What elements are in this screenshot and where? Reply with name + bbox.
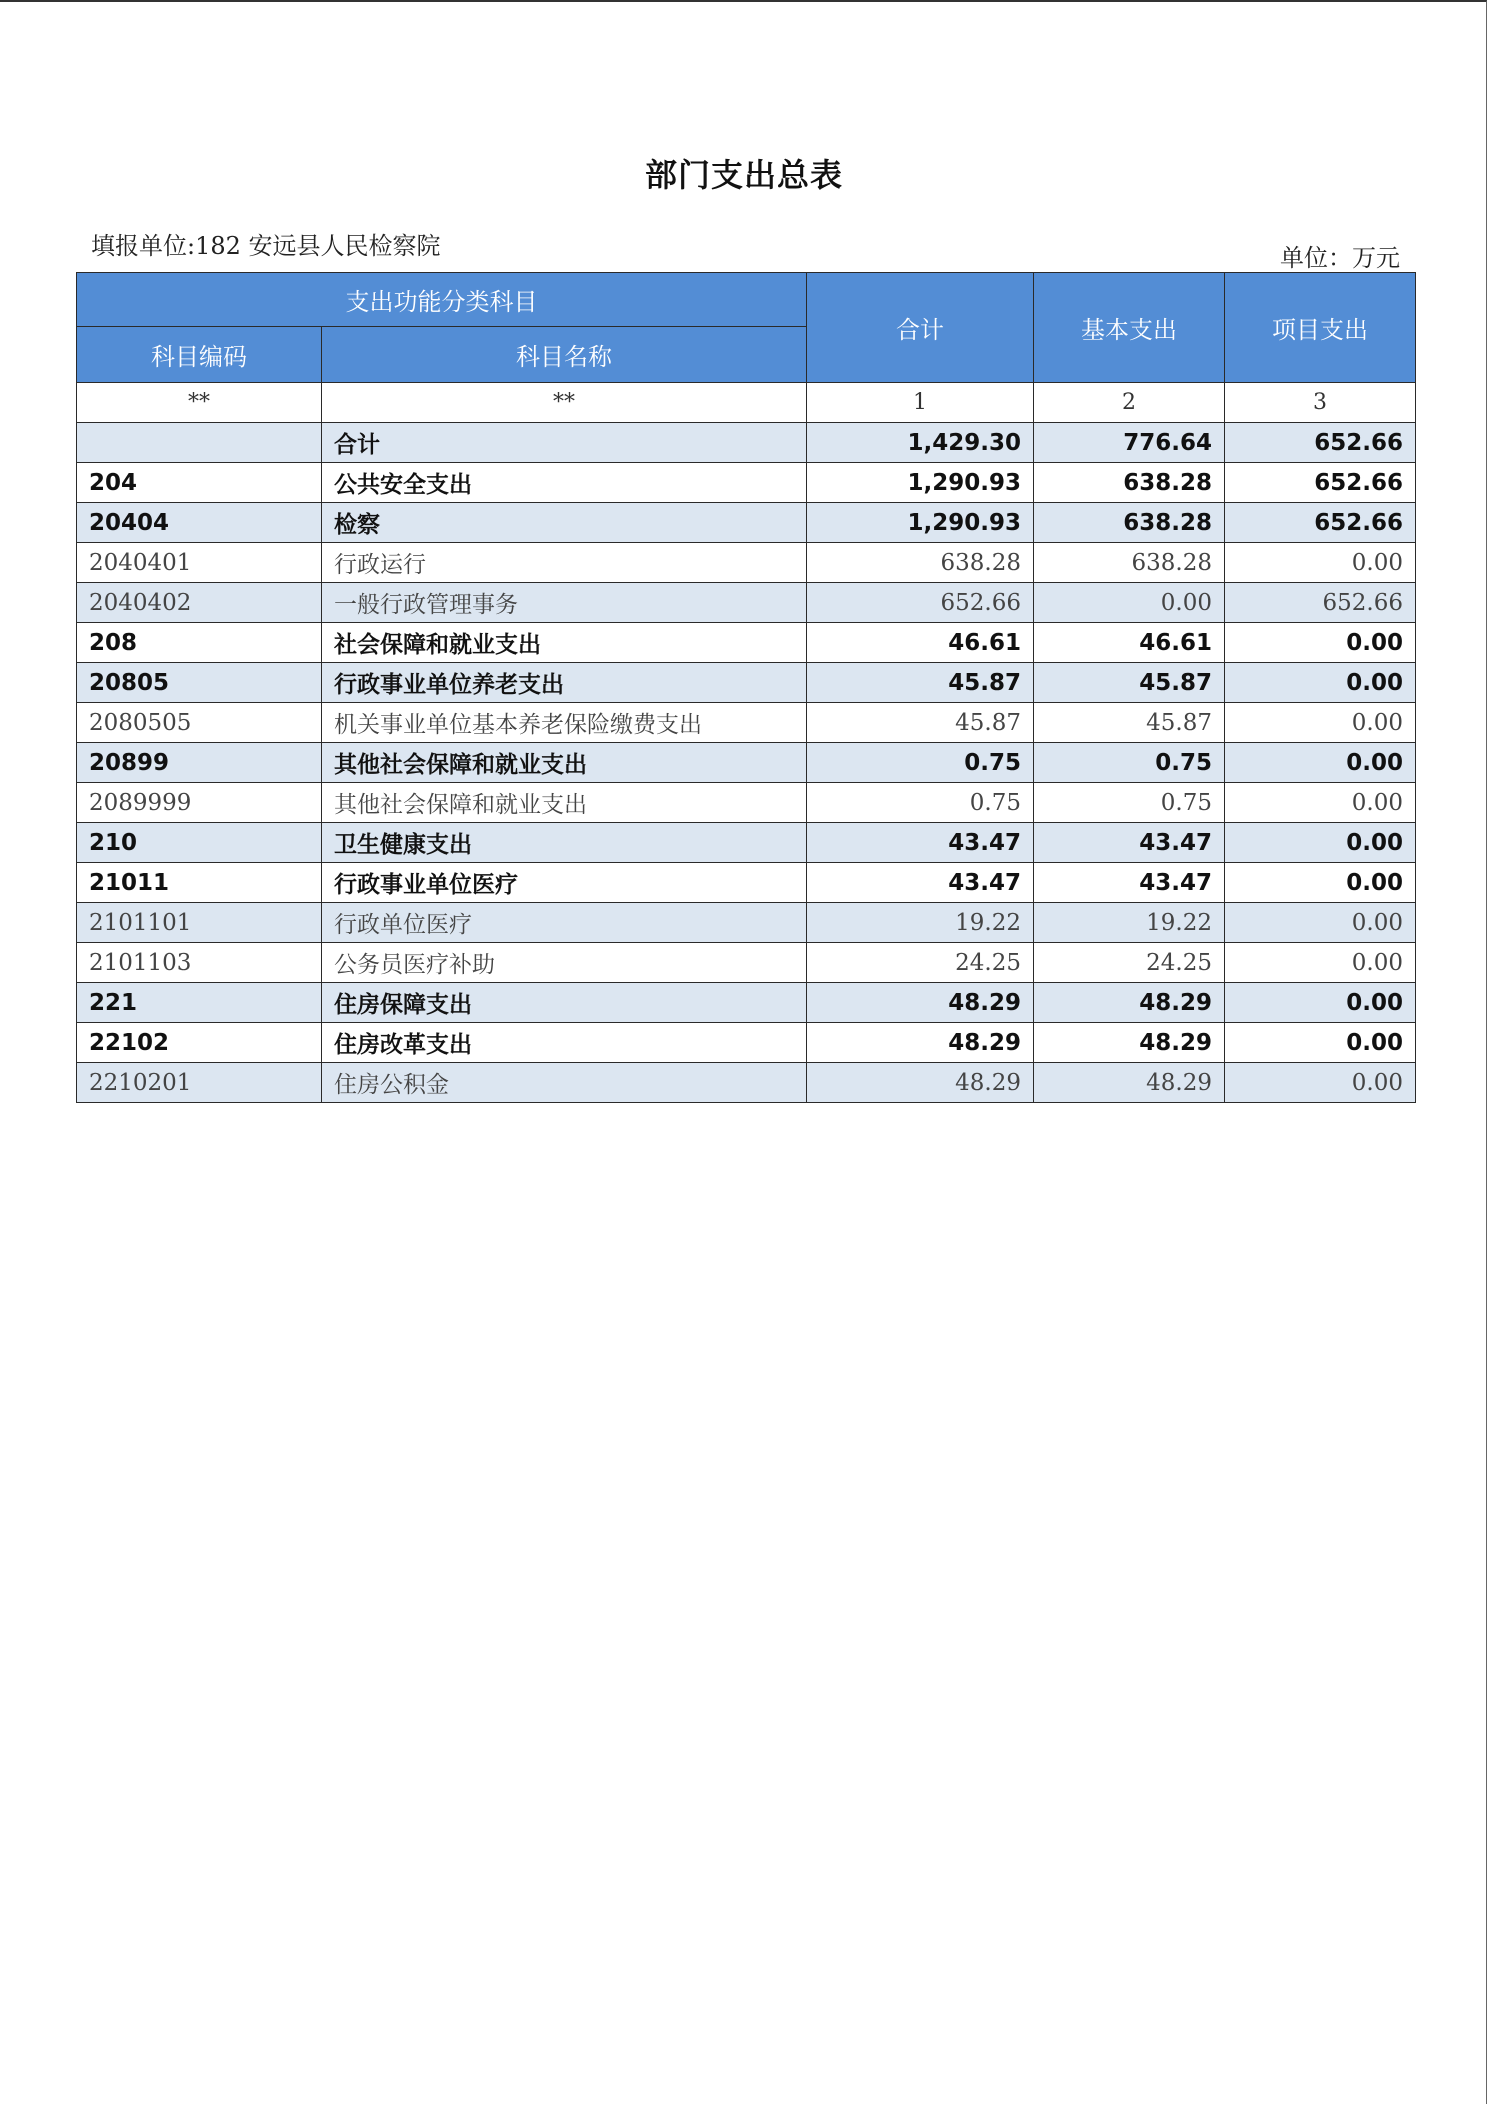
- cell-project-expenditure: 0.00: [1225, 823, 1416, 863]
- cell-total: 43.47: [807, 863, 1034, 903]
- cell-subject-code: 22102: [77, 1023, 322, 1063]
- cell-total: 45.87: [807, 703, 1034, 743]
- cell-total: 1,290.93: [807, 503, 1034, 543]
- cell-total: 43.47: [807, 823, 1034, 863]
- cell-project-expenditure: 652.66: [1225, 583, 1416, 623]
- cell-subject-name: 社会保障和就业支出: [322, 623, 807, 663]
- cell-basic-expenditure: 45.87: [1034, 663, 1225, 703]
- expenditure-table: [76, 272, 1416, 1103]
- cell-subject-code: 221: [77, 983, 322, 1023]
- cell-subject-code: 20805: [77, 663, 322, 703]
- cell-total: 48.29: [807, 1023, 1034, 1063]
- table-row: [77, 463, 1416, 503]
- cell-subject-code: 204: [77, 463, 322, 503]
- cell-total: 19.22: [807, 903, 1034, 943]
- cell-project-expenditure: 0.00: [1225, 943, 1416, 983]
- header-subject-code: 科目编码: [77, 327, 322, 383]
- cell-total: 0.75: [807, 783, 1034, 823]
- index-cell: 1: [807, 383, 1034, 423]
- cell-subject-code: 21011: [77, 863, 322, 903]
- index-cell: 2: [1034, 383, 1225, 423]
- table-row: [77, 703, 1416, 743]
- cell-project-expenditure: 0.00: [1225, 983, 1416, 1023]
- cell-project-expenditure: 652.66: [1225, 503, 1416, 543]
- cell-subject-code: 20404: [77, 503, 322, 543]
- cell-subject-code: [77, 423, 322, 463]
- table-row: [77, 743, 1416, 783]
- cell-project-expenditure: 0.00: [1225, 623, 1416, 663]
- currency-unit-label: 单位：万元: [1280, 244, 1400, 272]
- cell-subject-code: 2101103: [77, 943, 322, 983]
- cell-subject-name: 其他社会保障和就业支出: [322, 743, 807, 783]
- cell-subject-code: 2101101: [77, 903, 322, 943]
- cell-project-expenditure: 0.00: [1225, 743, 1416, 783]
- cell-project-expenditure: 0.00: [1225, 903, 1416, 943]
- cell-subject-code: 2210201: [77, 1063, 322, 1103]
- cell-project-expenditure: 0.00: [1225, 783, 1416, 823]
- cell-subject-name: 公务员医疗补助: [322, 943, 807, 983]
- cell-basic-expenditure: 45.87: [1034, 703, 1225, 743]
- table-row: [77, 903, 1416, 943]
- cell-subject-code: 2040402: [77, 583, 322, 623]
- cell-subject-name: 住房保障支出: [322, 983, 807, 1023]
- table-row: [77, 623, 1416, 663]
- cell-subject-name: 一般行政管理事务: [322, 583, 807, 623]
- cell-project-expenditure: 0.00: [1225, 1063, 1416, 1103]
- cell-subject-name: 其他社会保障和就业支出: [322, 783, 807, 823]
- table-row: [77, 783, 1416, 823]
- page-title: 部门支出总表: [644, 156, 843, 194]
- header-basic-expenditure: 基本支出: [1034, 273, 1225, 383]
- table-row: [77, 583, 1416, 623]
- header-project-expenditure: 项目支出: [1225, 273, 1416, 383]
- header-function-category: 支出功能分类科目: [77, 273, 807, 327]
- cell-total: 638.28: [807, 543, 1034, 583]
- cell-total: 1,290.93: [807, 463, 1034, 503]
- index-cell: **: [322, 383, 807, 423]
- cell-project-expenditure: 652.66: [1225, 423, 1416, 463]
- table-row: [77, 543, 1416, 583]
- cell-basic-expenditure: 638.28: [1034, 503, 1225, 543]
- cell-project-expenditure: 0.00: [1225, 703, 1416, 743]
- cell-total: 652.66: [807, 583, 1034, 623]
- table-row: [77, 663, 1416, 703]
- cell-total: 48.29: [807, 1063, 1034, 1103]
- cell-total: 24.25: [807, 943, 1034, 983]
- table-row: [77, 943, 1416, 983]
- cell-total: 0.75: [807, 743, 1034, 783]
- cell-subject-name: 公共安全支出: [322, 463, 807, 503]
- cell-project-expenditure: 652.66: [1225, 463, 1416, 503]
- cell-basic-expenditure: 638.28: [1034, 463, 1225, 503]
- cell-basic-expenditure: 0.75: [1034, 783, 1225, 823]
- filling-unit-label: 填报单位:182 安远县人民检察院: [91, 232, 441, 260]
- cell-subject-name: 住房改革支出: [322, 1023, 807, 1063]
- cell-subject-code: 2089999: [77, 783, 322, 823]
- table-row: [77, 503, 1416, 543]
- cell-subject-name: 行政事业单位医疗: [322, 863, 807, 903]
- cell-basic-expenditure: 48.29: [1034, 1063, 1225, 1103]
- cell-subject-name: 行政单位医疗: [322, 903, 807, 943]
- cell-total: 45.87: [807, 663, 1034, 703]
- cell-total: 46.61: [807, 623, 1034, 663]
- cell-subject-code: 20899: [77, 743, 322, 783]
- cell-subject-name: 卫生健康支出: [322, 823, 807, 863]
- cell-basic-expenditure: 0.75: [1034, 743, 1225, 783]
- cell-project-expenditure: 0.00: [1225, 1023, 1416, 1063]
- cell-subject-code: 208: [77, 623, 322, 663]
- index-row: [77, 383, 1416, 423]
- cell-basic-expenditure: 24.25: [1034, 943, 1225, 983]
- table-row: [77, 823, 1416, 863]
- index-cell: **: [77, 383, 322, 423]
- cell-subject-code: 2080505: [77, 703, 322, 743]
- cell-project-expenditure: 0.00: [1225, 863, 1416, 903]
- table-row: [77, 863, 1416, 903]
- table-row: [77, 1023, 1416, 1063]
- cell-subject-name: 合计: [322, 423, 807, 463]
- cell-subject-name: 行政运行: [322, 543, 807, 583]
- cell-subject-name: 检察: [322, 503, 807, 543]
- header-row-1: [77, 273, 1416, 327]
- cell-subject-name: 住房公积金: [322, 1063, 807, 1103]
- cell-basic-expenditure: 48.29: [1034, 983, 1225, 1023]
- index-cell: 3: [1225, 383, 1416, 423]
- cell-basic-expenditure: 43.47: [1034, 863, 1225, 903]
- cell-total: 48.29: [807, 983, 1034, 1023]
- cell-project-expenditure: 0.00: [1225, 663, 1416, 703]
- cell-total: 1,429.30: [807, 423, 1034, 463]
- cell-subject-name: 行政事业单位养老支出: [322, 663, 807, 703]
- cell-basic-expenditure: 19.22: [1034, 903, 1225, 943]
- cell-basic-expenditure: 46.61: [1034, 623, 1225, 663]
- header-total: 合计: [807, 273, 1034, 383]
- cell-subject-code: 210: [77, 823, 322, 863]
- table-row: [77, 983, 1416, 1023]
- cell-subject-code: 2040401: [77, 543, 322, 583]
- cell-basic-expenditure: 48.29: [1034, 1023, 1225, 1063]
- header-subject-name: 科目名称: [322, 327, 807, 383]
- cell-basic-expenditure: 43.47: [1034, 823, 1225, 863]
- table-row: [77, 423, 1416, 463]
- table-row: [77, 1063, 1416, 1103]
- cell-basic-expenditure: 0.00: [1034, 583, 1225, 623]
- cell-project-expenditure: 0.00: [1225, 543, 1416, 583]
- cell-basic-expenditure: 638.28: [1034, 543, 1225, 583]
- cell-basic-expenditure: 776.64: [1034, 423, 1225, 463]
- cell-subject-name: 机关事业单位基本养老保险缴费支出: [322, 703, 807, 743]
